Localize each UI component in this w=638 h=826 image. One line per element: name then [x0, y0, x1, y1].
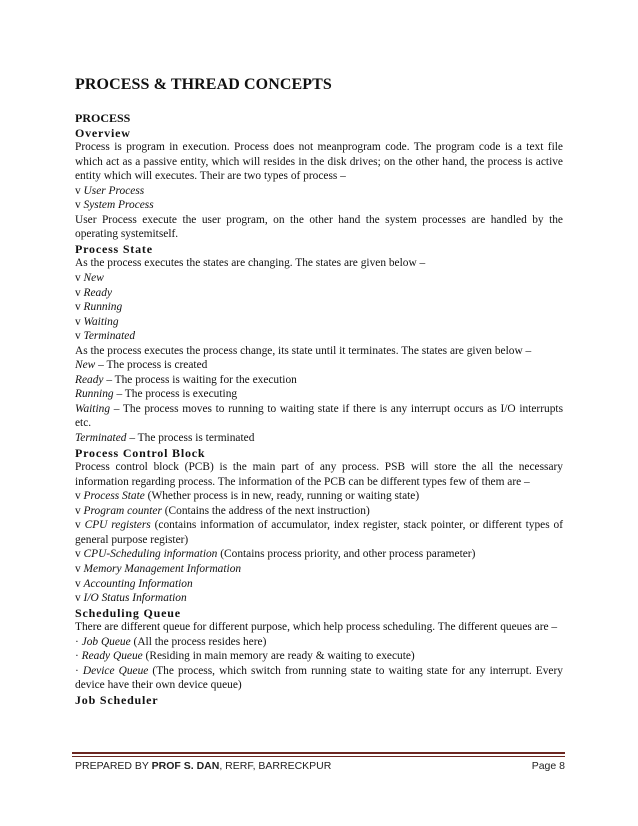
page-number: Page 8 — [531, 760, 565, 772]
list-item-term: CPU registers — [84, 519, 151, 532]
list-item-term: Job Queue — [81, 635, 131, 648]
list-item-text: User Process — [83, 184, 145, 197]
list-item-text: Ready — [83, 286, 113, 299]
list-item — [75, 591, 563, 606]
definition-item — [75, 431, 563, 446]
list-item-term: Accounting Information — [83, 577, 193, 590]
list-item-desc: (contains information of accumulator, index register, stack pointer, or different types of general purpose register) — [75, 519, 564, 546]
bullet-mark: · — [75, 664, 83, 677]
list-item — [75, 184, 563, 199]
bullet-mark: v — [75, 504, 84, 517]
overview-paragraph: Process is program in execution. Process does not meanprogram code. The program code is a text file which act as a passive entity, which will resides in the disk drives; on the other hand, the process is active entity which will executes. Their are two types of process – — [75, 141, 563, 183]
bullet-mark: v — [75, 199, 84, 212]
list-item — [75, 329, 563, 344]
definition-term: Running — [75, 388, 114, 401]
list-item — [75, 635, 563, 650]
list-item-term: Device Queue — [82, 664, 149, 677]
section-heading-process: PROCESS — [75, 111, 131, 125]
list-item — [75, 300, 563, 315]
definition-item — [75, 402, 563, 431]
list-item — [75, 315, 563, 330]
section-heading-process-state: Process State — [75, 241, 153, 256]
footer-divider-thin — [72, 756, 565, 757]
list-item — [75, 649, 563, 664]
list-item-desc: (All the process resides here) — [130, 635, 267, 648]
definition-desc: – The process is executing — [113, 388, 238, 401]
list-item-desc: (Contains the address of the next instruction) — [161, 504, 370, 517]
definition-term: Terminated — [75, 432, 127, 445]
list-item-text: System Process — [83, 199, 154, 212]
definition-term: New — [75, 359, 96, 372]
definition-item — [75, 373, 563, 388]
definition-term: Waiting — [75, 402, 111, 415]
section-heading-scheduling-queue: Scheduling Queue — [75, 605, 181, 620]
list-item-text: New — [83, 272, 104, 285]
list-item — [75, 562, 563, 577]
list-item-text: Running — [83, 301, 123, 314]
document-body — [75, 111, 563, 707]
list-item — [75, 198, 563, 213]
definition-desc: – The process moves to running to waiting state if there is any interrupt occurs as I/O interrupts etc. — [75, 402, 563, 430]
list-item-term: CPU-Scheduling information — [83, 548, 218, 561]
section-heading-overview: Overview — [75, 125, 131, 140]
bullet-mark: v — [75, 184, 84, 197]
definition-desc: – The process is waiting for the execution — [103, 373, 297, 386]
bullet-mark: · — [75, 635, 82, 648]
bullet-mark: v — [75, 548, 84, 561]
footer-credit — [75, 760, 331, 772]
definition-term: Ready — [75, 373, 104, 386]
process-state-paragraph: As the process executes the process change, its state until it terminates. The states are given below – — [75, 344, 532, 357]
list-item-desc: (Contains process priority, and other process parameter) — [217, 548, 476, 561]
list-item — [75, 504, 563, 519]
footer-suffix: , RERF, BARRECKPUR — [219, 760, 332, 772]
process-state-intro: As the process executes the states are changing. The states are given below – — [75, 257, 426, 270]
document-title: PROCESS & THREAD CONCEPTS — [75, 76, 332, 93]
bullet-mark: v — [75, 577, 84, 590]
list-item — [75, 547, 563, 562]
bullet-mark: v — [75, 286, 84, 299]
bullet-mark: v — [75, 330, 84, 343]
bullet-mark: v — [75, 301, 84, 314]
list-item — [75, 518, 563, 547]
definition-desc: – The process is created — [95, 359, 208, 372]
footer-author: PROF S. DAN — [151, 760, 220, 772]
list-item-term: I/O Status Information — [83, 592, 187, 605]
bullet-mark: v — [75, 592, 84, 605]
list-item — [75, 271, 563, 286]
bullet-mark: v — [75, 562, 84, 575]
definition-desc: – The process is terminated — [126, 432, 255, 445]
section-heading-pcb: Process Control Block — [75, 445, 206, 460]
list-item-term: Ready Queue — [81, 650, 143, 663]
list-item-term: Memory Management Information — [83, 562, 242, 575]
bullet-mark: v — [75, 315, 84, 328]
bullet-mark: · — [75, 650, 82, 663]
definition-item — [75, 358, 563, 373]
section-heading-job-scheduler: Job Scheduler — [75, 692, 159, 707]
bullet-mark: v — [75, 519, 85, 532]
scheduling-queue-paragraph: There are different queue for different purpose, which help process scheduling. The different queues are – — [75, 621, 558, 634]
list-item — [75, 489, 563, 504]
list-item-term: Program counter — [83, 504, 162, 517]
overview-paragraph-2: User Process execute the user program, on the other hand the system processes are handled by the operating systemitself. — [75, 213, 563, 241]
list-item — [75, 577, 563, 592]
pcb-paragraph: Process control block (PCB) is the main part of any process. PSB will store the all the necessary information regarding process. The information of the PCB can be different types few of them are – — [75, 461, 563, 488]
list-item-term: Process State — [83, 490, 145, 503]
list-item — [75, 664, 563, 693]
footer-divider — [72, 752, 565, 754]
definition-item — [75, 387, 563, 402]
list-item-desc: (Whether process is in new, ready, running or waiting state) — [144, 490, 420, 503]
list-item-desc: (Residing in main memory are ready & waiting to execute) — [142, 650, 415, 663]
list-item — [75, 286, 563, 301]
list-item-desc: (The process, which switch from running state to waiting state for any interrupt. Every device have their own device queue) — [75, 664, 563, 692]
bullet-mark: v — [75, 272, 84, 285]
bullet-mark: v — [75, 490, 84, 503]
footer-prefix: PREPARED BY — [75, 760, 152, 772]
list-item-text: Terminated — [83, 330, 136, 343]
list-item-text: Waiting — [83, 315, 119, 328]
